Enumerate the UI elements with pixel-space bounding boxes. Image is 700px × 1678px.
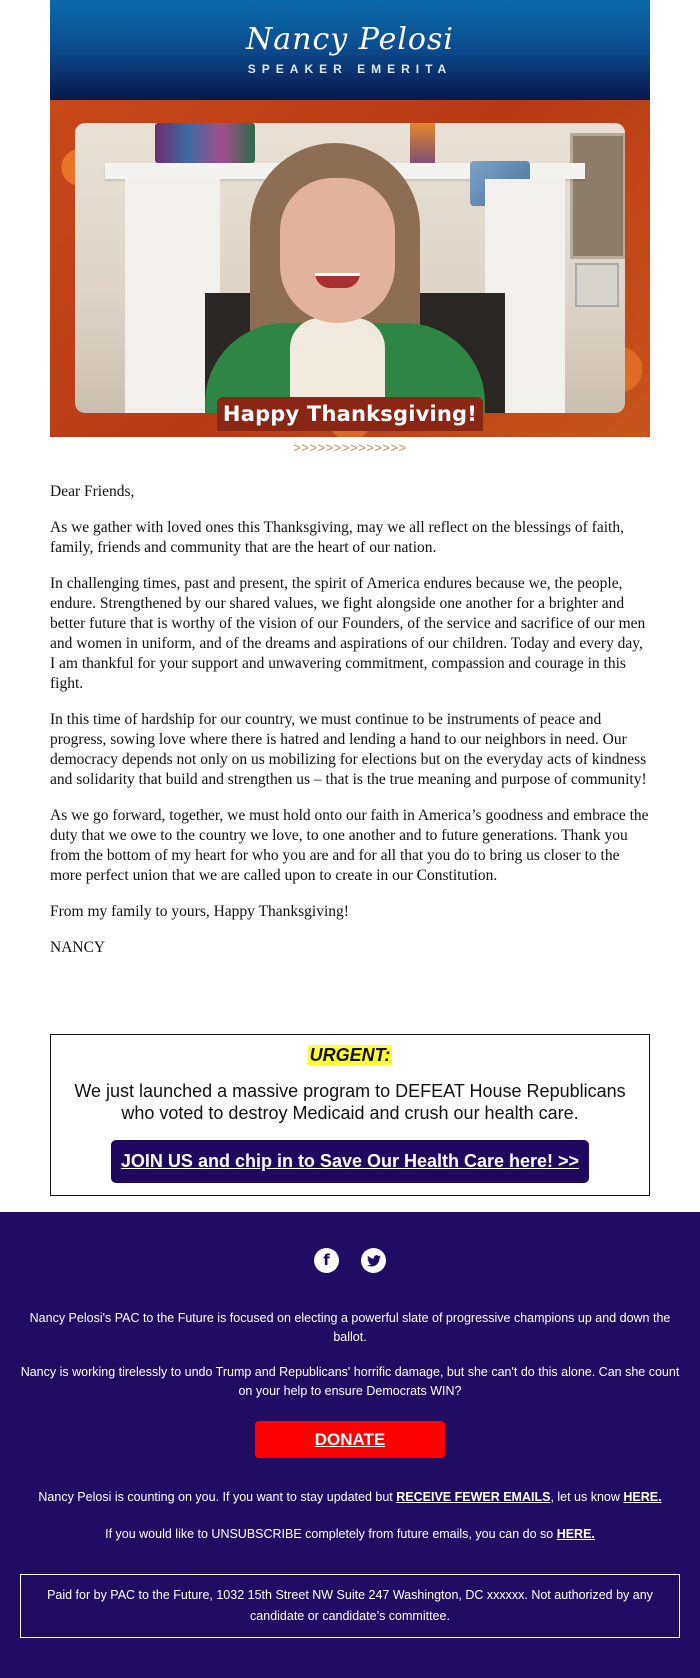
donate-button[interactable]: DONATE: [255, 1421, 445, 1458]
divider-arrows: >>>>>>>>>>>>>>: [293, 440, 407, 455]
letter-body: [0, 482, 700, 958]
footer-appeal: Nancy is working tirelessly to undo Trump and Republicans' horrific damage, but she can't do this alone. Can she count on your help to ensure Democrats WIN?: [20, 1365, 680, 1398]
unsubscribe-prefix: If you would like to UNSUBSCRIBE completely from future emails, you can do so: [105, 1527, 557, 1541]
letter-signoff: NANCY: [50, 939, 106, 956]
unsubscribe-line: [20, 1525, 680, 1544]
urgent-label: URGENT:: [309, 1045, 391, 1065]
join-us-cta-button[interactable]: JOIN US and chip in to Save Our Health Care here! >>: [111, 1140, 589, 1183]
facebook-icon[interactable]: f: [314, 1248, 339, 1273]
footer-mission: Nancy Pelosi's PAC to the Future is focused on electing a powerful slate of progressive champions up and down the ballot.: [29, 1311, 671, 1344]
unsubscribe-here-link[interactable]: HERE.: [556, 1527, 595, 1541]
fewer-emails-middle: , let us know: [550, 1490, 624, 1504]
receive-fewer-emails-link[interactable]: RECEIVE FEWER EMAILS: [396, 1490, 551, 1504]
social-links: [20, 1248, 680, 1273]
letter-paragraph: In this time of hardship for our country, we must continue to be instruments of peace and progress, sowing love where there is hatred and lending a hand to our neighbors in need. Our democracy depends not only on us mobilizing for elections but on the everyday acts of kindness and solidarity that build and strengthen us – that is the true meaning and purpose of community!: [50, 711, 647, 788]
paid-for-disclaimer: Paid for by PAC to the Future, 1032 15th Street NW Suite 247 Washington, DC xxxxxx. Not authorized by any candidate or candidate’s committee.: [20, 1574, 680, 1638]
wall-picture: [575, 263, 619, 307]
twitter-icon[interactable]: [361, 1248, 386, 1273]
fewer-emails-here-link[interactable]: HERE.: [623, 1490, 662, 1504]
email-footer: [0, 1212, 700, 1678]
letter-paragraph: As we gather with loved ones this Thanksgiving, may we all reflect on the blessings of faith, family, friends and community that are the heart of our nation.: [50, 519, 624, 556]
urgent-text: We just launched a massive program to DEFEAT House Republicans who voted to destroy Medicaid and crush our health care.: [74, 1081, 626, 1123]
header-subtitle: SPEAKER EMERITA: [247, 62, 453, 76]
wall-picture: [570, 133, 625, 259]
signature-logo: Nancy Pelosi: [246, 22, 454, 57]
hero-caption: Happy Thanksgiving!: [217, 397, 483, 431]
twitter-bird-glyph: [367, 1255, 381, 1267]
hero-video-thumbnail[interactable]: [50, 100, 650, 437]
letter-paragraph: From my family to yours, Happy Thanksgiving!: [50, 903, 349, 920]
email-header-banner: [50, 0, 650, 100]
fewer-emails-line: [20, 1488, 680, 1507]
letter-paragraph: As we go forward, together, we must hold onto our faith in America’s goodness and embrace the duty that we owe to the country we love, to one another and to future generations. Thank you from the bottom of my heart for who you are and for all that you do to bring us closer to the more perfect union that we are called upon to create in our Constitution.: [50, 807, 649, 884]
mantel-art: [155, 123, 255, 163]
letter-paragraph: In challenging times, past and present, the spirit of America endures because we, the people, endure. Strengthened by our shared values, we fight alongside one another for a brighter and better future that is worthy of the vision of our Founders, of the service and sacrifice of our men and women in uniform, and of the dreams and aspirations of our children. Today and every day, I am thankful for your support and unwavering commitment, compassion and courage in this fight.: [50, 575, 646, 692]
hero-photo: [75, 123, 625, 413]
fewer-emails-prefix: Nancy Pelosi is counting on you. If you want to stay updated but: [38, 1490, 397, 1504]
letter-greeting: Dear Friends,: [50, 483, 135, 500]
person-face: [280, 178, 395, 323]
urgent-callout: [50, 1034, 650, 1196]
